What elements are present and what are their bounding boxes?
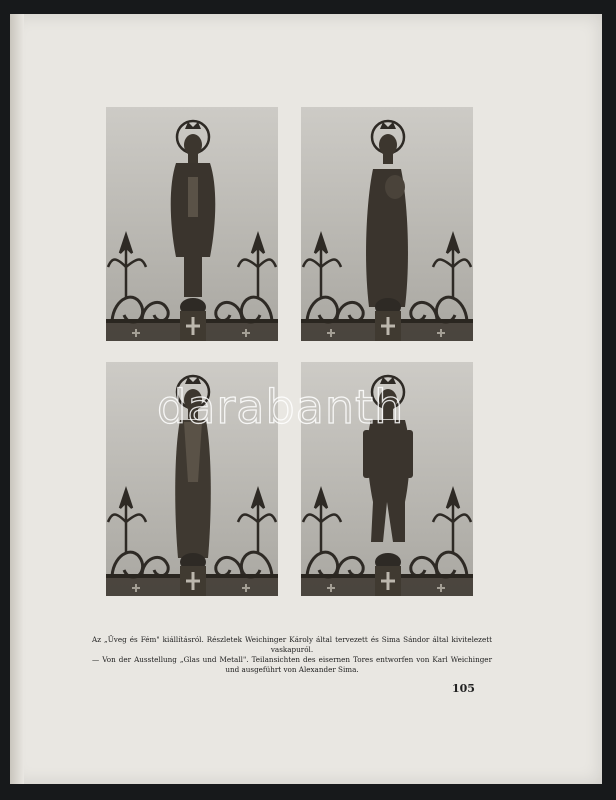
book-page — [10, 14, 602, 784]
page-spine-shadow — [10, 14, 24, 784]
page-number: 105 — [452, 682, 475, 695]
caption-german: — Von der Ausstellung „Glas und Metall". Teilansichten des eisernen Tores entworfen von Karl Weichinger und ausgeführt von Alexander Sima. — [92, 655, 492, 674]
photo-caption — [92, 635, 492, 675]
photo-crowned-king-statue — [106, 107, 278, 341]
plate-illustration — [106, 362, 278, 596]
photo-madonna-statue — [301, 107, 473, 341]
caption-hungarian: Az „Üveg és Fém" kiállításról. Részletek Weichinger Károly által tervezett és Sima Sándor által kivitelezett vaskapuról. — [92, 635, 492, 654]
photo-crowned-saint-statue — [106, 362, 278, 596]
photo-armored-knight-statue — [301, 362, 473, 596]
watermark-text: darabanth — [157, 380, 405, 434]
plate-illustration — [301, 107, 473, 341]
plate-illustration — [301, 362, 473, 596]
plate-illustration — [106, 107, 278, 341]
